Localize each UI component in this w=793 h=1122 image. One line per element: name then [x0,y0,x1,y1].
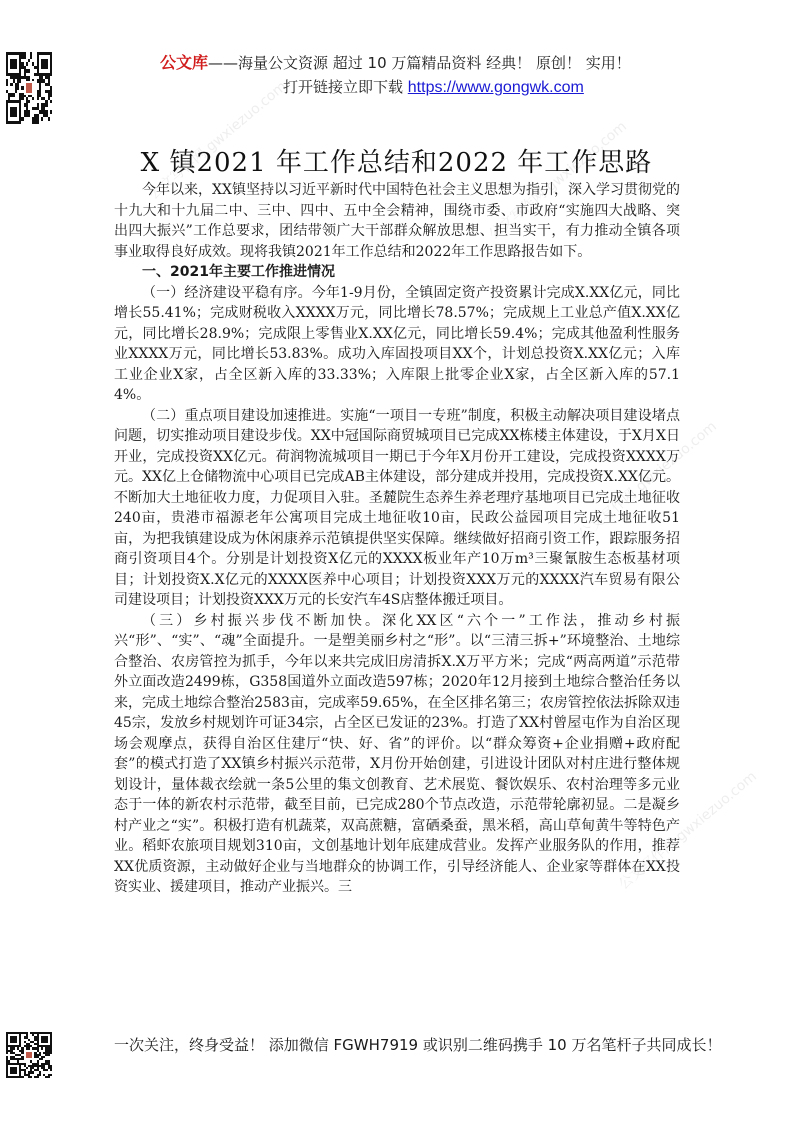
qr-logo-icon [24,81,33,95]
paragraph-rural: （三）乡村振兴步伐不断加快。深化XX区“六个一”工作法，推动乡村振兴“形”、“实”、“魂”全面提升。一是塑美丽乡村之“形”。以“三清三拆+”环境整治、土地综合整治、农房管控为抓手，今年以来共完成旧房清拆X.X万平方米；完成“两高两道”示范带外立面改造2499栋，G358国道外立面改造597栋；2020年12月接到土地综合整治任务以来，完成土地综合整治2583亩，完成率59.65%，在全区排名第三；农房管控依法拆除双违45宗，发放乡村规划许可证34宗，占全区已发证的23%。打造了XX村曾屋屯作为自治区现场会观摩点，获得自治区住建厅“快、好、省”的评价。以“群众筹资+企业捐赠+政府配套”的模式打造了XX镇乡村振兴示范带，X月份开始创建，引进设计团队对村庄进行整体规划设计，量体裁衣绘就一条5公里的集文创教育、艺术展览、餐饮娱乐、农村治理等多元业态于一体的新农村示范带，截至目前，已完成280个节点改造，示范带轮廓初显。二是凝乡村产业之“实”。积极打造有机蔬菜，双高蔗糖，富硒桑蚕，黑米稻，高山草甸黄牛等特色产业。稻虾农旅项目规划310亩，文创基地计划年底建成营业。发挥产业服务队的作用，推荐XX优质资源，主动做好企业与当地群众的协调工作，引导经济能人、企业家等群体在XX投资实业、援建项目，推动产业振兴。三 [114,612,680,895]
watermark: 公文写作网 gwxiezuo.com [615,768,760,893]
intro-paragraph: 今年以来，XX镇坚持以习近平新时代中国特色社会主义思想为指引，深入学习贯彻党的十九大和十九届二中、三中、四中、五中全会精神，围绕市委、市政府“实施四大战略、突出四大振兴”工作总要求，团结带领广大干部群众解放思想、担当实干，有力推动全镇各项事业取得良好成效。现将我镇2021年工作总结和2022年工作思路报告如下。 [114,182,680,260]
paragraph-projects: （二）重点项目建设加速推进。实施“一项目一专班”制度，积极主动解决项目建设堵点问题，切实推动项目建设步伐。XX中冠国际商贸城项目已完成XX栋楼主体建设，于X月X日开业，完成投资XX亿元。荷润物流城项目一期已于今年X月份开工建设，完成投资XXXX万元。XX亿上仓储物流中心项目已完成AB主体建设，部分建成并投用，完成投资X.XX亿元。不断加大土地征收力度，力促项目入驻。圣麓院生态养生养老理疗基地项目已完成土地征收240亩，贵港市福源老年公寓项目完成土地征收10亩，民政公益园项目完成土地征收51亩，为把我镇建设成为休闲康养示范镇提供坚实保障。继续做好招商引资工作，跟踪服务招商引资项目4个。分别是计划投资X亿元的XXXX板业年产10万m³三聚氰胺生态板基材项目；计划投资X.X亿元的XXXX医养中心项目；计划投资XXX万元的XXXX汽车贸易有限公司建设项目；计划投资XXX万元的长安汽车4S店整体搬迁项目。 [114,407,680,608]
document-body [114,180,680,898]
site-link[interactable]: https://www.gongwk.com [407,79,584,96]
download-prompt: 打开链接立即下载 [283,78,408,96]
header-download-line [283,76,584,97]
qr-logo-icon [24,1050,33,1059]
watermark: 公文写作网 gwxiezuo.com [145,78,290,203]
header-banner [160,50,631,73]
brand-name: 公文库 [160,53,209,72]
qr-code-bottom [6,1032,52,1078]
footer-note: 一次关注，终身受益！ 添加微信 FGWH7919 或识别二维码携手 10 万名笔杆子共同成长！ [114,1036,722,1054]
qr-code-top [6,52,52,124]
document-title: X 镇2021 年工作总结和2022 年工作思路 [140,148,653,178]
watermark: 公文写作网 gwxiezuo.com [485,118,630,243]
paragraph-economy: （一）经济建设平稳有序。今年1-9月份，全镇固定资产投资累计完成X.XX亿元，同比增长55.41%；完成财税收入XXXX万元，同比增长78.57%；完成规上工业总产值X.XX亿元，同比增长28.9%；完成限上零售业X.XX亿元，同比增长59.4%；完成其他盈利性服务业XXXX万元，同比增长53.83%。成功入库固投项目XX个，计划总投资X.XX亿元；入库工业企业X家，占全区新入库的33.33%；入库限上批零企业X家，占全区新入库的57.14%。 [114,284,680,403]
watermark: 公文写作网 gwxiezuo.com [575,418,720,543]
section-heading: 一、2021年主要工作推进情况 [142,264,335,280]
header-slogan: ——海量公文资源 超过 10 万篇精品资料 经典！ 原创！ 实用！ [208,54,631,72]
